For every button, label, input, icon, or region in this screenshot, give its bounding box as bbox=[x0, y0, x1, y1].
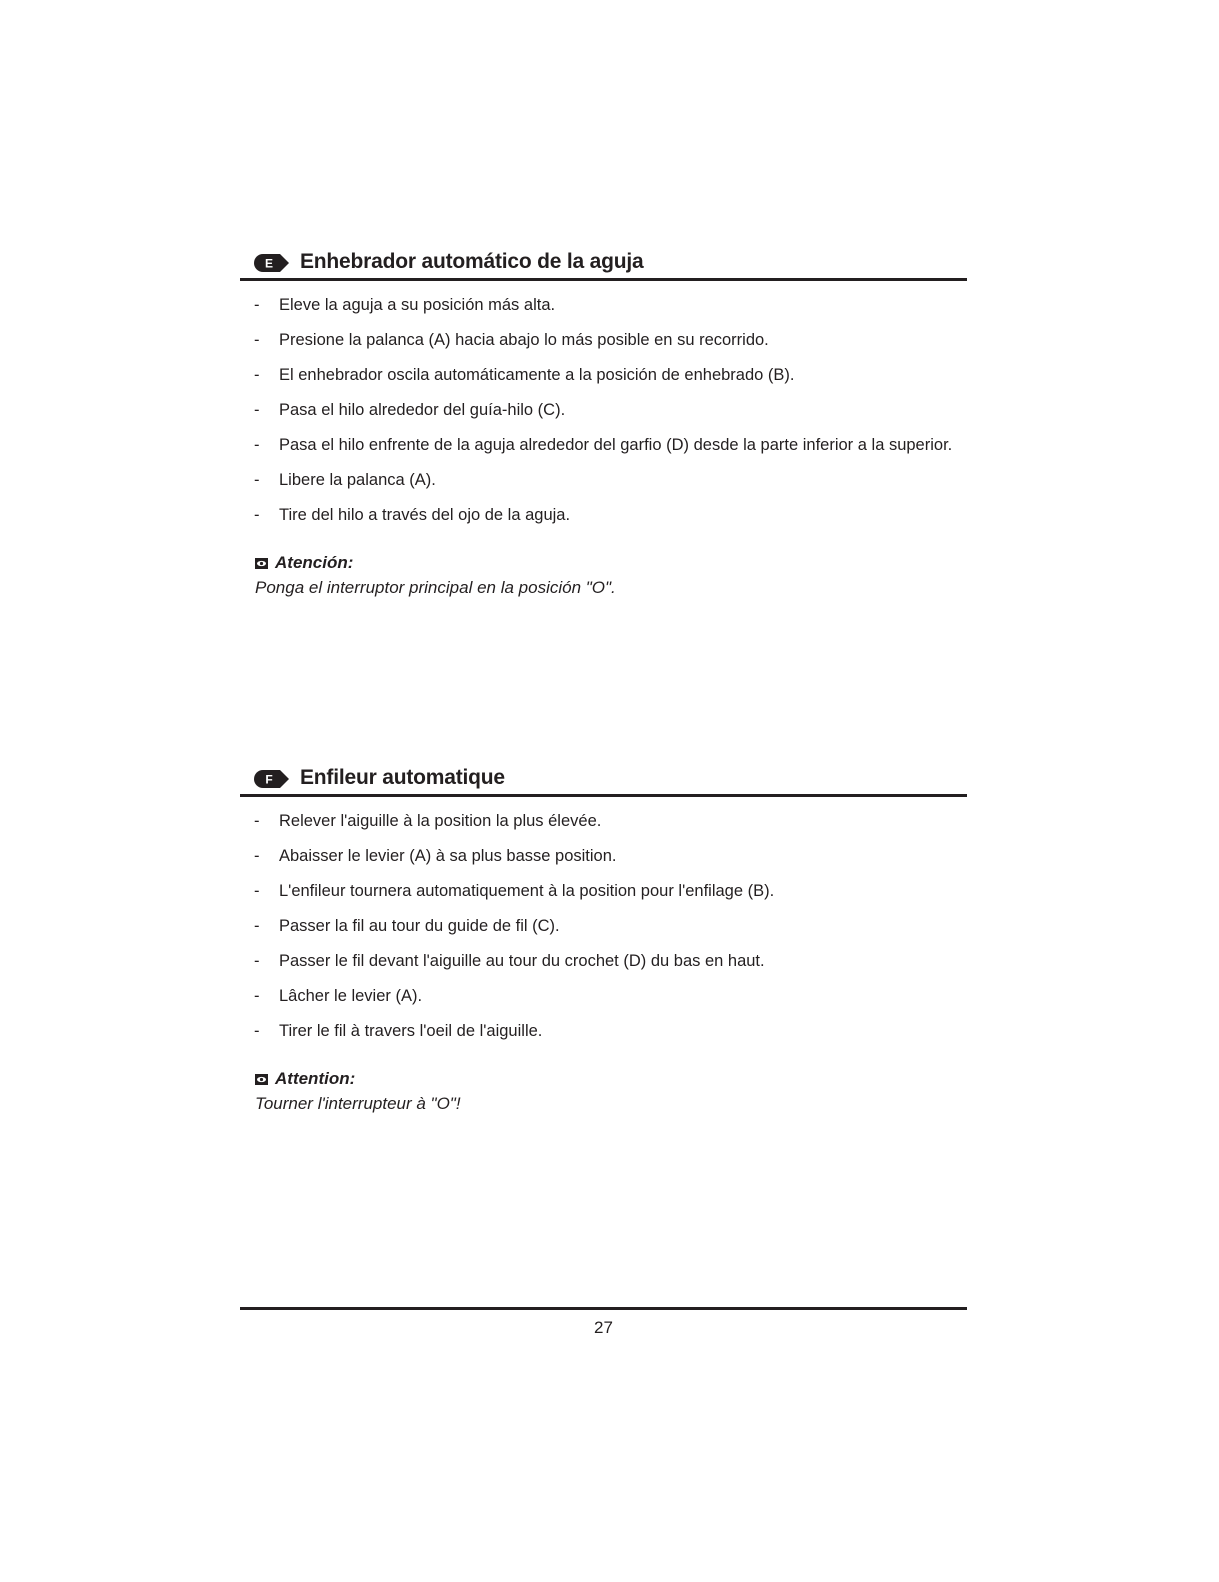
step-item bbox=[254, 330, 967, 351]
step-text: El enhebrador oscila automáticamente a la posición de enhebrado (B). bbox=[279, 366, 795, 384]
step-item bbox=[254, 916, 967, 937]
step-text: Tirer le fil à travers l'oeil de l'aiguille. bbox=[279, 1022, 543, 1040]
step-dash: - bbox=[254, 917, 260, 935]
section-heading bbox=[240, 764, 967, 797]
step-dash: - bbox=[254, 812, 260, 830]
step-dash: - bbox=[254, 436, 260, 454]
attention-label: Atención: bbox=[275, 553, 354, 572]
step-dash: - bbox=[254, 1022, 260, 1040]
section-title: Enhebrador automático de la aguja bbox=[300, 250, 644, 273]
step-item bbox=[254, 505, 967, 526]
eye-warning-icon bbox=[255, 1074, 268, 1085]
step-text: Relever l'aiguille à la position la plus élevée. bbox=[279, 812, 602, 830]
section-spanish bbox=[240, 248, 967, 599]
step-dash: - bbox=[254, 296, 260, 314]
attention-note bbox=[255, 552, 967, 599]
eye-warning-icon bbox=[255, 558, 268, 569]
attention-note-header bbox=[255, 1068, 967, 1090]
step-item bbox=[254, 986, 967, 1007]
step-dash: - bbox=[254, 987, 260, 1005]
step-item bbox=[254, 470, 967, 491]
step-list bbox=[240, 811, 967, 1042]
step-text: Abaisser le levier (A) à sa plus basse position. bbox=[279, 847, 617, 865]
step-dash: - bbox=[254, 847, 260, 865]
attention-note bbox=[255, 1068, 967, 1115]
step-dash: - bbox=[254, 952, 260, 970]
step-item bbox=[254, 1021, 967, 1042]
step-item bbox=[254, 881, 967, 902]
attention-text: Tourner l'interrupteur à "O"! bbox=[255, 1094, 461, 1113]
step-text: Pasa el hilo alrededor del guía-hilo (C). bbox=[279, 401, 566, 419]
footer-divider bbox=[240, 1307, 967, 1310]
step-text: Lâcher le levier (A). bbox=[279, 987, 423, 1005]
step-text: Tire del hilo a través del ojo de la aguja. bbox=[279, 506, 571, 524]
step-item bbox=[254, 951, 967, 972]
step-dash: - bbox=[254, 401, 260, 419]
attention-note-header bbox=[255, 552, 967, 574]
step-text: Eleve la aguja a su posición más alta. bbox=[279, 296, 556, 314]
step-dash: - bbox=[254, 331, 260, 349]
step-dash: - bbox=[254, 366, 260, 384]
language-badge-letter: E bbox=[264, 256, 274, 271]
section-french bbox=[240, 764, 967, 1115]
step-dash: - bbox=[254, 882, 260, 900]
step-dash: - bbox=[254, 506, 260, 524]
step-item bbox=[254, 365, 967, 386]
step-item bbox=[254, 295, 967, 316]
section-heading bbox=[240, 248, 967, 281]
step-text: Pasa el hilo enfrente de la aguja alrededor del garfio (D) desde la parte inferior a la superior. bbox=[279, 436, 953, 454]
step-list bbox=[240, 295, 967, 526]
step-text: Passer le fil devant l'aiguille au tour du crochet (D) du bas en haut. bbox=[279, 952, 765, 970]
attention-label: Attention: bbox=[275, 1069, 356, 1088]
language-badge-icon bbox=[254, 770, 290, 788]
step-text: L'enfileur tournera automatiquement à la position pour l'enfilage (B). bbox=[279, 882, 775, 900]
step-item bbox=[254, 435, 967, 456]
step-item bbox=[254, 846, 967, 867]
step-item bbox=[254, 811, 967, 832]
step-text: Presione la palanca (A) hacia abajo lo más posible en su recorrido. bbox=[279, 331, 769, 349]
language-badge-letter: F bbox=[265, 772, 273, 787]
language-badge-icon bbox=[254, 254, 290, 272]
step-text: Libere la palanca (A). bbox=[279, 471, 436, 489]
step-text: Passer la fil au tour du guide de fil (C). bbox=[279, 917, 560, 935]
step-item bbox=[254, 400, 967, 421]
attention-text: Ponga el interruptor principal en la posición "O". bbox=[255, 578, 616, 597]
section-title: Enfileur automatique bbox=[300, 766, 505, 789]
step-dash: - bbox=[254, 471, 260, 489]
page-number: 27 bbox=[594, 1318, 613, 1337]
